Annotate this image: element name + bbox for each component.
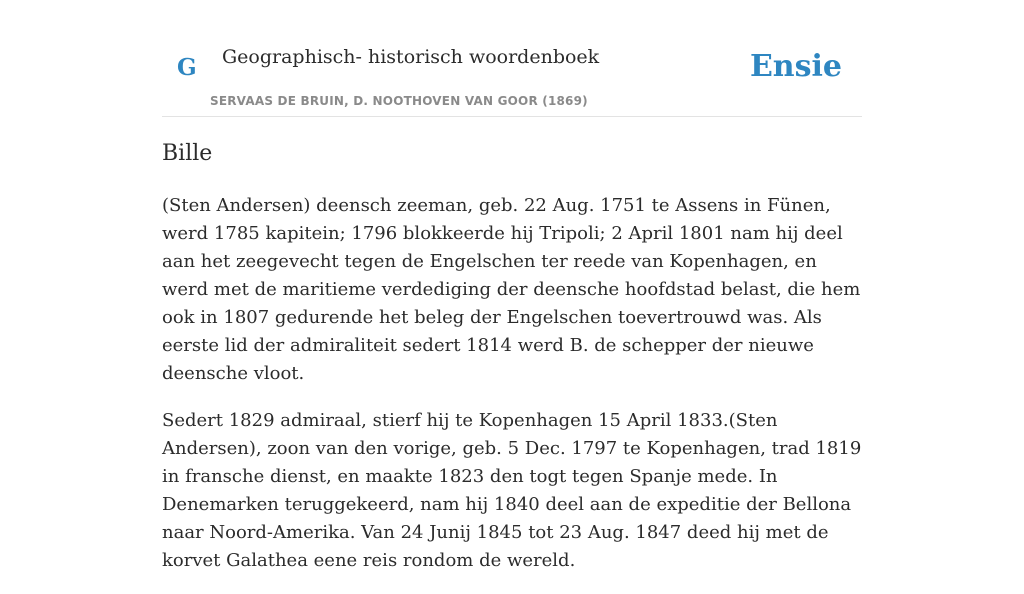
book-title[interactable]: Geographisch- historisch woordenboek	[222, 46, 600, 68]
book-authors: SERVAAS DE BRUIN, D. NOOTHOVEN VAN GOOR (1869)	[210, 94, 588, 108]
ensie-logo-link[interactable]: Ensie	[749, 49, 842, 84]
entry-title: Bille	[162, 141, 213, 166]
entry-paragraph: Sedert 1829 admiraal, stierf hij te Kopenhagen 15 April 1833.(Sten Andersen), zoon van den vorige, geb. 5 Dec. 1797 te Kopenhagen, trad 1819 in fransche dienst, en maakte 1823 den togt tegen Spanje mede. In Denemarken teruggekeerd, nam hij 1840 deel aan de expeditie der Bellona naar Noord-Amerika. Van 24 Junij 1845 tot 23 Aug. 1847 deed hij met de korvet Galathea eene reis rondom de wereld.	[162, 410, 862, 571]
header	[162, 0, 862, 117]
entry-body	[162, 192, 866, 594]
book-logo[interactable]: G	[177, 54, 197, 81]
entry-paragraph: (Sten Andersen) deensch zeeman, geb. 22 Aug. 1751 te Assens in Fünen, werd 1785 kapitein; 1796 blokkeerde hij Tripoli; 2 April 1801 nam hij deel aan het zeegevecht tegen de Engelschen ter reede van Kopenhagen, en werd met de maritieme verdediging der deensche hoofdstad belast, die hem ook in 1807 gedurende het beleg der Engelschen toevertrouwd was. Als eerste lid der admiraliteit sedert 1814 werd B. de schepper der nieuwe deensche vloot.	[162, 195, 861, 384]
